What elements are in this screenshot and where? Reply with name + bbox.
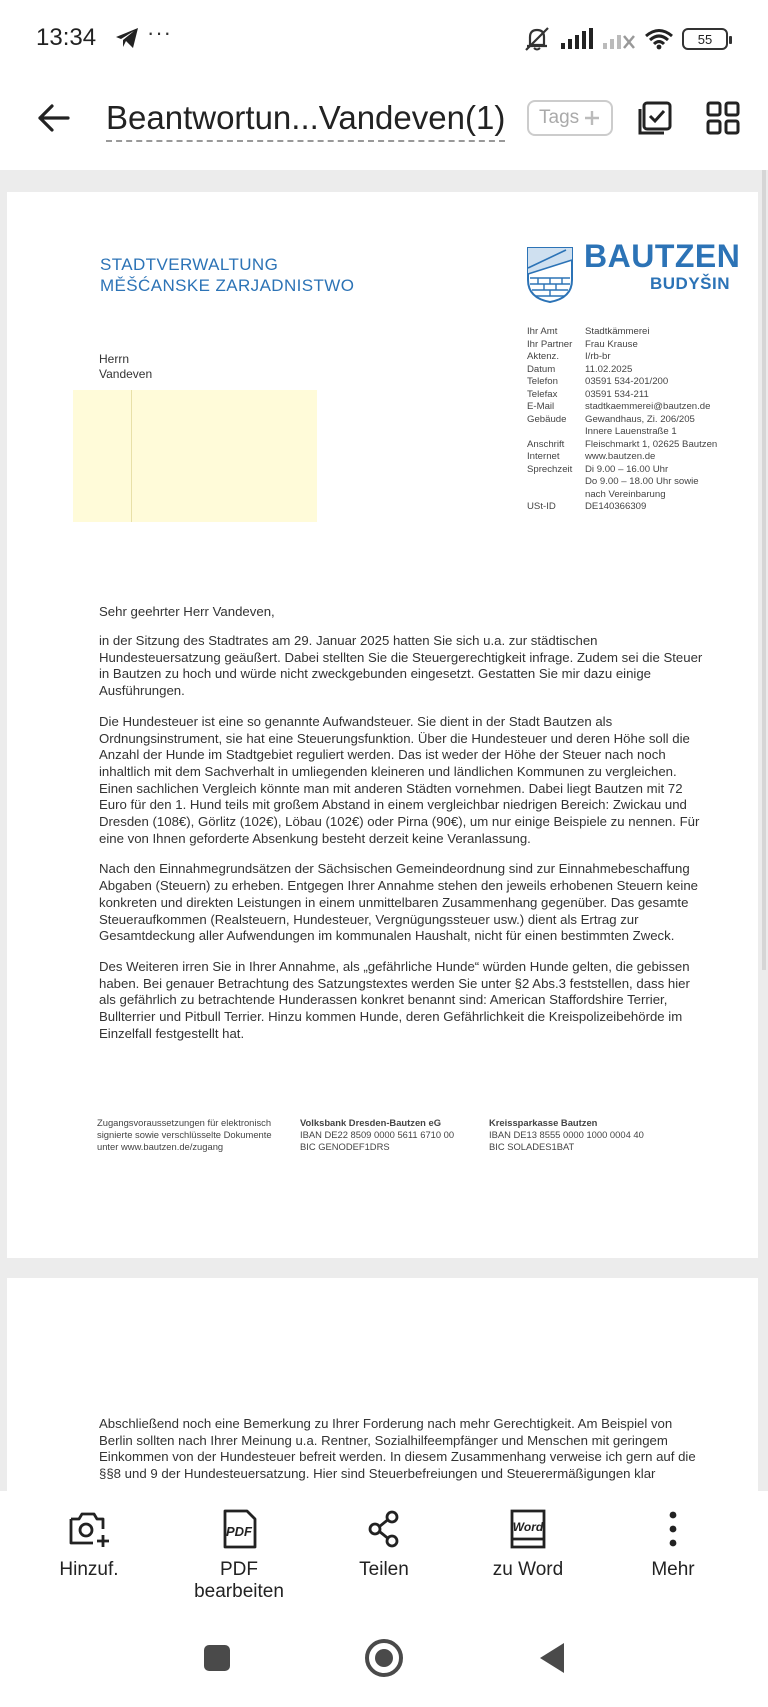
info-row <box>527 414 735 427</box>
footer-bank-title: Kreissparkasse Bautzen <box>489 1117 598 1128</box>
more-button[interactable] <box>603 1509 743 1581</box>
document-title[interactable]: Beantwortun...Vandeven(1) <box>106 98 505 142</box>
info-key <box>527 426 585 439</box>
footer-bank-kreissparkasse <box>489 1117 689 1153</box>
add-button[interactable] <box>19 1509 159 1581</box>
pdf-file-icon <box>217 1509 261 1549</box>
info-value: 03591 534-211 <box>585 388 649 400</box>
info-row <box>527 426 735 439</box>
pdf-edit-button[interactable] <box>169 1509 309 1603</box>
brand-subname: BUDYŠIN <box>650 274 731 293</box>
tags-button[interactable] <box>527 100 613 136</box>
info-value: 03591 534-201/200 <box>585 376 669 387</box>
back-nav-icon[interactable] <box>536 1641 568 1675</box>
footer-line: BIC SOLADES1BAT <box>489 1141 575 1152</box>
word-file-icon <box>506 1509 550 1549</box>
plus-icon <box>583 109 601 127</box>
more-notifications-icon: ··· <box>147 20 172 45</box>
document-page-1 <box>7 192 758 1258</box>
signal-no-service-icon <box>602 28 636 50</box>
info-row <box>527 401 735 414</box>
info-value: 11.02.2025 <box>585 363 633 375</box>
address-window-divider <box>131 390 132 522</box>
pdf-icon-text: PDF <box>226 1524 252 1539</box>
paragraph: in der Sitzung des Stadtrates am 29. Januar 2025 hatten Sie sich u.a. zur städtischen Hundesteuersatzung geäußert. Dabei stellten Sie die Steuergerechtigkeit infrage. Zudem sei die Steuer in Bautzen zu hoch und würde nicht zweckgebunden eingesetzt. Gestatten Sie mir dazu einige Ausführungen. <box>99 633 703 699</box>
info-value: nach Vereinbarung <box>585 488 666 500</box>
bottom-toolbar <box>0 1491 768 1621</box>
grid-view-icon[interactable] <box>705 100 741 136</box>
status-icons <box>522 26 728 52</box>
select-check-icon[interactable] <box>637 100 673 136</box>
footer-access-note <box>97 1117 287 1153</box>
back-arrow-icon[interactable] <box>34 98 74 138</box>
pdf-edit-label-line2: bearbeiten <box>194 1581 284 1602</box>
address-window-highlight <box>73 390 317 522</box>
paragraph: Die Hundesteuer ist eine so genannte Aufwandsteuer. Sie dient in der Stadt Bautzen als Ordnungsinstrument, sie hat eine Steuerungsfunktion. Über die Hundesteuer und deren Höhe soll die Anzahl der Hunde im Stadtgebiet reguliert werden. Das ist weder der Höhe der Steuer nach noch inhaltlich mit dem Sachverhalt in umliegenden kleineren und ländlichen Kommunen zu vergleichen. Einen sachlichen Vergleich könnte man mit anderen Städten vornehmen. Dabei liegt Bautzen mit 72 Euro für den 1. Hund teils mit großem Abstand in einem vergleichbar niedrigen Bereich: Zwickau und Dresden (108€), Görlitz (102€), Löbau (102€) oder Pirna (90€), um nur einige Beispiele zu nennen. Für eine von Ihnen geforderte Absenkung besteht derzeit keine Veranlassung. <box>99 713 700 846</box>
info-value: Do 9.00 – 18.00 Uhr sowie <box>585 476 699 487</box>
word-icon-text: Word <box>512 1520 544 1534</box>
share-button[interactable] <box>314 1509 454 1581</box>
document-page-2 <box>7 1278 758 1491</box>
more-vertical-icon <box>651 1509 695 1549</box>
info-key: Ihr Partner <box>527 338 573 350</box>
org-line-1: STADTVERWALTUNG <box>100 255 279 274</box>
wifi-icon <box>644 28 674 50</box>
footer-line: unter www.bautzen.de/zugang <box>97 1141 224 1152</box>
home-icon[interactable] <box>364 1638 404 1678</box>
footer-line: BIC GENODEF1DRS <box>300 1141 390 1152</box>
battery-indicator: 55 <box>682 28 728 50</box>
footer-bank-volksbank <box>300 1117 490 1153</box>
to-word-label: zu Word <box>492 1559 564 1580</box>
share-label: Teilen <box>359 1559 409 1580</box>
contact-info-table <box>527 326 735 514</box>
info-value: Stadtkämmerei <box>585 326 650 337</box>
letter-body <box>99 604 703 1056</box>
info-key: Internet <box>527 451 560 462</box>
info-value: DE140366309 <box>585 501 647 512</box>
status-bar <box>0 0 768 80</box>
info-value: Fleischmarkt 1, 02625 Bautzen <box>585 438 718 450</box>
footer-line: IBAN DE13 8555 0000 1000 0004 40 <box>489 1129 644 1140</box>
footer-line: IBAN DE22 8509 0000 5611 6710 00 <box>300 1129 455 1140</box>
more-label: Mehr <box>651 1559 695 1580</box>
letterhead-org <box>100 254 354 296</box>
brand-name: BAUTZEN <box>584 238 741 274</box>
info-value: Gewandhaus, Zi. 206/205 <box>585 413 695 425</box>
telegram-icon <box>114 26 140 50</box>
title-bar <box>0 84 768 156</box>
document-viewer[interactable] <box>0 170 768 1491</box>
mute-bell-icon <box>522 26 552 52</box>
system-nav-bar <box>0 1621 768 1707</box>
footer-bank-title: Volksbank Dresden-Bautzen eG <box>300 1117 442 1128</box>
info-row <box>527 439 735 452</box>
recent-apps-icon[interactable] <box>202 1643 232 1673</box>
to-word-button[interactable] <box>458 1509 598 1581</box>
info-key: Aktenz. <box>527 351 559 362</box>
info-row <box>527 326 735 339</box>
paragraph: Des Weiteren irren Sie in Ihrer Annahme, als „gefährliche Hunde“ würden Hunde gelten, die gebissen haben. Bei genauer Betrachtung des Satzungstextes werden Sie unter §2 Abs.3 feststellen, dass hier als gefährlich zu betrachtende Hunderassen konkret benannt sind: American Staffordshire Terrier, Bullterrier und Pitbull Terrier. Hinzu kommen Hunde, deren Gefährlichkeit die Kreispolizeibehörde im Einzelfall festgestellt hat. <box>99 958 690 1041</box>
salutation: Sehr geehrter Herr Vandeven, <box>99 604 275 619</box>
info-value: Di 9.00 – 16.00 Uhr <box>585 463 669 475</box>
add-label: Hinzuf. <box>59 1559 119 1580</box>
info-key: Anschrift <box>527 438 565 450</box>
footer-line: Zugangsvoraussetzungen für elektronisch <box>97 1117 272 1128</box>
info-key: Sprechzeit <box>527 463 573 475</box>
city-crest-icon <box>526 246 574 304</box>
info-key: USt-ID <box>527 501 556 512</box>
tags-label: Tags <box>539 107 580 128</box>
info-row <box>527 476 735 489</box>
info-key <box>527 476 585 489</box>
info-value: stadtkaemmerei@bautzen.de <box>585 401 711 412</box>
recipient-line-1: Herrn <box>99 352 130 366</box>
paragraph: Abschließend noch eine Bemerkung zu Ihrer Forderung nach mehr Gerechtigkeit. Am Beispiel von Berlin sollten nach Ihrer Meinung u.a. Rentner, Sozialhilfeempfänger und Menschen mit geringem Einkommen von der Hundesteuer befreit werden. In diesem Zusammenhang verweise ich gern auf die §§8 und 9 der Hundesteuersatzung. Hier sind Steuerbefreiungen und Steuerermäßigungen klar <box>99 1416 696 1482</box>
paragraph: Nach den Einnahmegrundsätzen der Sächsischen Gemeindeordnung sind zur Einnahmebeschaffung Abgaben (Steuern) zu erheben. Entgegen Ihrer Annahme stehen den jeweils erhobenen Steuern keine konkreten und direkten Leistungen in einem unmittelbaren Zusammenhang gegenüber. Das gesamte Steueraufkommen (Realsteuern, Hundesteuer, Vergnügungssteuer usw.) dient als Ertrag zur Gesamtdeckung aller Aufwendungen im kommunalen Haushalt, nicht für einen bestimmten Zweck. <box>99 861 698 944</box>
info-value: Innere Lauenstraße 1 <box>585 426 677 437</box>
org-line-2: MĚŠĆANSKE ZARJADNISTWO <box>100 276 355 295</box>
info-key: E-Mail <box>527 401 555 412</box>
info-value: www.bautzen.de <box>585 451 656 462</box>
info-key: Datum <box>527 363 556 375</box>
info-row <box>527 489 735 502</box>
info-row <box>527 364 735 377</box>
share-icon <box>362 1509 406 1549</box>
scrollbar[interactable] <box>762 170 766 970</box>
info-row <box>527 501 735 514</box>
info-row <box>527 351 735 364</box>
info-row <box>527 451 735 464</box>
info-row <box>527 389 735 402</box>
info-key: Telefon <box>527 376 558 387</box>
add-photo-icon <box>67 1509 111 1549</box>
info-row <box>527 339 735 352</box>
info-key <box>527 489 585 502</box>
info-key: Telefax <box>527 388 558 400</box>
status-time: 13:34 <box>36 24 97 51</box>
info-value: Frau Krause <box>585 338 638 350</box>
pdf-edit-label-line1: PDF <box>220 1559 258 1580</box>
info-value: I/rb-br <box>585 351 611 362</box>
info-key: Gebäude <box>527 413 567 425</box>
recipient-address <box>99 352 152 382</box>
info-row <box>527 376 735 389</box>
info-row <box>527 464 735 477</box>
footer-line: signierte sowie verschlüsselte Dokumente <box>97 1129 272 1140</box>
recipient-line-2: Vandeven <box>99 367 153 381</box>
info-key: Ihr Amt <box>527 326 558 337</box>
signal-icon <box>560 28 594 50</box>
